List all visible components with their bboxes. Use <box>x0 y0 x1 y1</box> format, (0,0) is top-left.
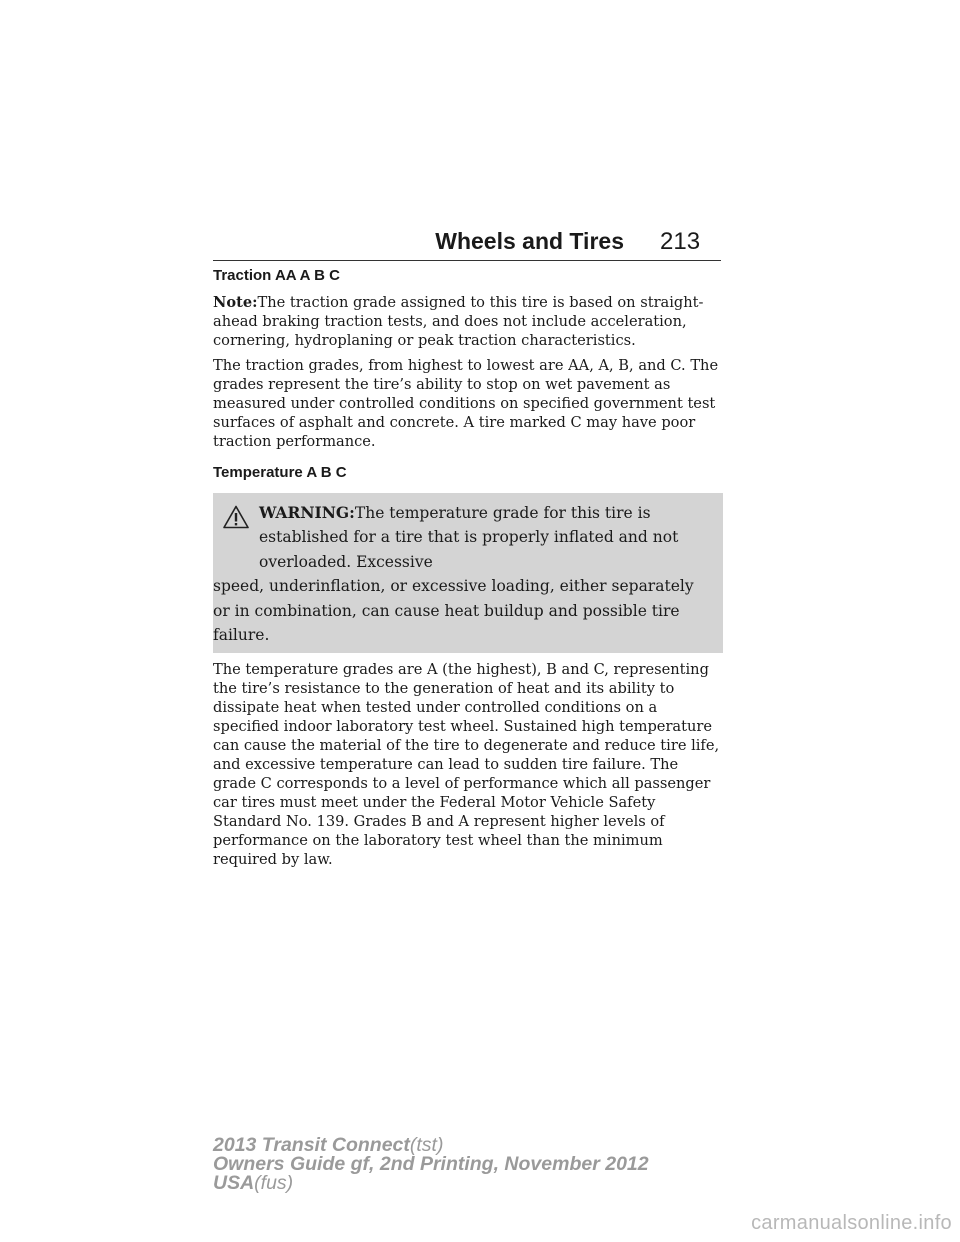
warning-box <box>213 493 723 653</box>
footer-model-code: (tst) <box>409 1134 444 1156</box>
warning-label: WARNING: <box>259 503 355 522</box>
note-label: Note: <box>213 294 258 311</box>
warning-first-lines <box>213 501 715 574</box>
footer-market: USA <box>213 1172 255 1194</box>
footer-market-code: (fus) <box>254 1172 294 1194</box>
note-text: The traction grade assigned to this tire is based on straight-ahead braking traction tests, and does not include acceleration, cornering, hydroplaning or peak traction characteristics. <box>213 294 704 349</box>
page-content <box>213 266 723 875</box>
header-rule <box>213 260 721 261</box>
footer-guide: Owners Guide gf, 2nd Printing, November 2012 <box>213 1153 649 1175</box>
warning-triangle-icon <box>223 505 249 529</box>
watermark: carmanualsonline.info <box>751 1212 952 1234</box>
page-number: 213 <box>660 228 701 255</box>
footer <box>213 1136 649 1193</box>
section-title: Wheels and Tires <box>435 228 624 254</box>
traction-body: The traction grades, from highest to lowest are AA, A, B, and C. The grades represent the tire’s ability to stop on wet pavement as measured under controlled conditions on specified government test surfaces of asphalt and concrete. A tire marked C may have poor traction performance. <box>213 357 719 450</box>
traction-heading: Traction AA A B C <box>213 267 340 284</box>
warning-text-first: The temperature grade for this tire is established for a tire that is properly inflated and not overloaded. Excessive <box>259 504 679 571</box>
footer-line3 <box>213 1174 649 1193</box>
temperature-heading: Temperature A B C <box>213 464 347 481</box>
footer-model: 2013 Transit Connect <box>213 1134 410 1156</box>
warning-text-rest: speed, underinflation, or excessive loading, either separately or in combination, can cause heat buildup and possible tire failure. <box>213 577 694 645</box>
traction-note <box>213 293 723 350</box>
temperature-body: The temperature grades are A (the highest), B and C, representing the tire’s resistance to the generation of heat and its ability to dissipate heat when tested under controlled conditions on a specified indoor laboratory test wheel. Sustained high temperature can cause the material of the tire to degenerate and reduce tire life, and excessive temperature can lead to sudden tire failure. The grade C corresponds to a level of performance which all passenger car tires must meet under the Federal Motor Vehicle Safety Standard No. 139. Grades B and A represent higher levels of performance on the laboratory test wheel than the minimum required by law. <box>213 661 720 869</box>
